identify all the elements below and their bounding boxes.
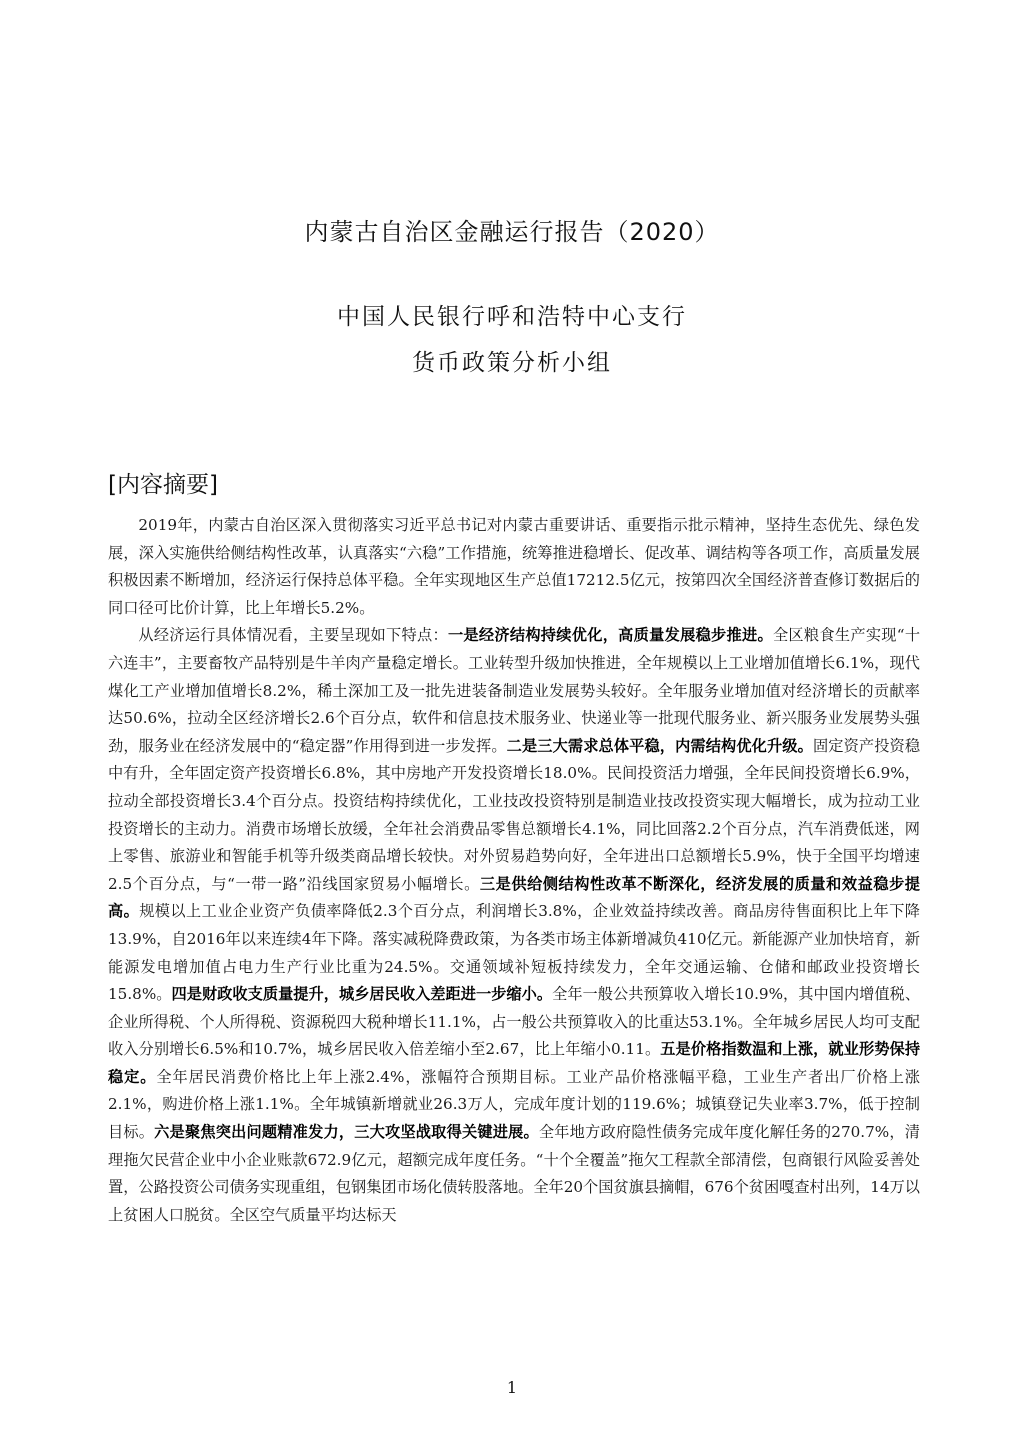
paragraph-text: 全年一般公共预算收入增长10.9%，其中国内增值税、企业所得税、个人所得税、资源税四大税种增长11.1%，占一般公共预算收入的比重达53.1%。全年城乡居民人均可支配收入分别增长6.5%和10.7%，城乡居民收入倍差缩小至2.67，比上年缩小0.11。 [108,985,921,1059]
paragraph-text: 全年居民消费价格比上年上涨2.4%，涨幅符合预期目标。工业产品价格涨幅平稳，工业生产者出厂价格上涨2.1%，购进价格上涨1.1%。全年城镇新增就业26.3万人，完成年度计划的119.6%；城镇登记失业率3.7%，低于控制目标。 [108,1067,920,1142]
paragraph-text: 从经济运行具体情况看，主要呈现如下特点： [138,626,448,645]
key-point-1: 一是经济结构持续优化，高质量发展稳步推进。 [447,626,773,645]
key-point-2: 二是三大需求总体平稳，内需结构优化升级。 [506,736,813,755]
abstract-body [108,512,920,1229]
abstract-heading: [内容摘要] [108,472,218,498]
paragraph-text: 固定资产投资稳中有升，全年固定资产投资增长6.8%，其中房地产开发投资增长18.0%。民间投资活力增强，全年民间投资增长6.9%，拉动全部投资增长3.4个百分点。投资结构持续优化，工业技改投资特别是制造业技改投资实现大幅增长，成为拉动工业投资增长的主动力。消费市场增长放缓，全年社会消费品零售总额增长4.1%，同比回落2.2个百分点，汽车消费低迷，网上零售、旅游业和智能手机等升级类商品增长较快。对外贸易趋势向好，全年进出口总额增长5.9%，快于全国平均增速2.5个百分点，与“一带一路”沿线国家贸易小幅增长。 [108,736,921,893]
page-number: 1 [506,1378,518,1397]
key-point-3: 三是供给侧结构性改革不断深化，经济发展的质量和效益稳步提高。 [108,874,920,921]
paragraph-text: 全年地方政府隐性债务完成年度化解任务的270.7%，清理拖欠民营企业中小企业账款672.9亿元，超额完成年度任务。“十个全覆盖”拖欠工程款全部清偿，包商银行风险妥善处置，公路投资公司债务实现重组，包钢集团市场化债转股落地。全年20个国贫旗县摘帽，676个贫困嘎查村出列，14万以上贫困人口脱贫。全区空气质量平均达标天 [108,1123,920,1224]
key-point-4: 四是财政收支质量提升，城乡居民收入差距进一步缩小。 [171,985,553,1004]
report-title: 内蒙古自治区金融运行报告（2020） [304,218,720,246]
paragraph-text: 规模以上工业企业资产负债率降低2.3个百分点，利润增长3.8%，企业效益持续改善。商品房待售面积比上年下降13.9%，自2016年以来连续4年下降。落实减税降费政策，为各类市场主体新增减负410亿元。新能源产业加快培育，新能源发电增加值占电力生产行业比重为24.5%。交通领域补短板持续发力，全年交通运输、仓储和邮政业投资增长15.8%。 [108,902,920,1004]
abstract-paragraph-2 [108,622,920,1229]
group-name: 货币政策分析小组 [412,350,612,376]
paragraph-text: 全区粮食生产实现“十六连丰”，主要畜牧产品特别是牛羊肉产量稳定增长。工业转型升级加快推进，全年规模以上工业增加值增长6.1%，现代煤化工产业增加值增长8.2%，稀土深加工及一批先进装备制造业发展势头较好。全年服务业增加值对经济增长的贡献率达50.6%，拉动全区经济增长2.6个百分点，软件和信息技术服务业、快递业等一批现代服务业、新兴服务业发展势头强劲，服务业在经济发展中的“稳定器”作用得到进一步发挥。 [108,626,921,755]
abstract-paragraph-1: 2019年，内蒙古自治区深入贯彻落实习近平总书记对内蒙古重要讲话、重要指示批示精神，坚持生态优先、绿色发展，深入实施供给侧结构性改革，认真落实“六稳”工作措施，统筹推进稳增长、促改革、调结构等各项工作，高质量发展积极因素不断增加，经济运行保持总体平稳。全年实现地区生产总值17212.5亿元，按第四次全国经济普查修订数据后的同口径可比价计算，比上年增长5.2%。 [108,516,920,617]
organization-name: 中国人民银行呼和浩特中心支行 [337,304,687,330]
key-point-6: 六是聚焦突出问题精准发力，三大攻坚战取得关键进展。 [154,1123,539,1142]
key-point-5: 五是价格指数温和上涨，就业形势保持稳定。 [108,1040,921,1086]
